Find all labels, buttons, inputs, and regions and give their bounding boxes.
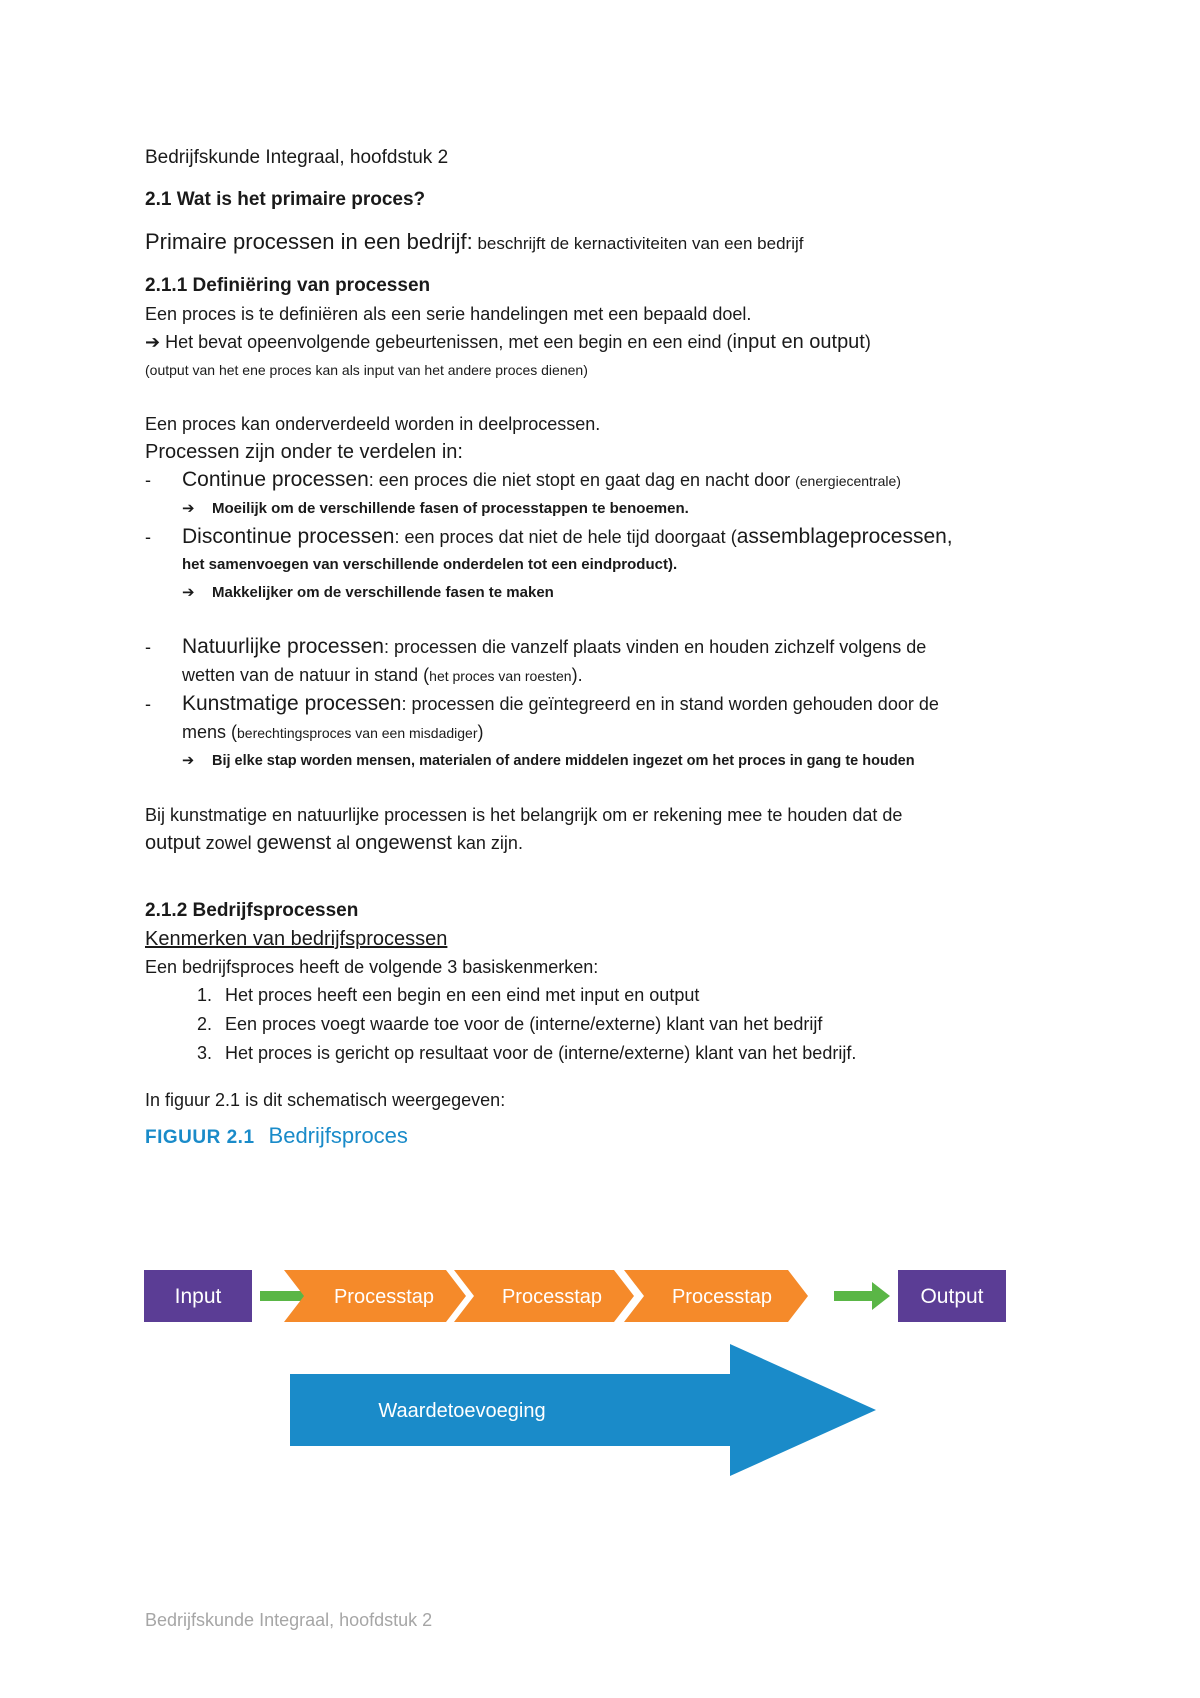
figure-number: FIGUUR 2.1 — [145, 1127, 255, 1148]
output-label: Output — [920, 1285, 984, 1308]
list-item: 2. Een proces voegt waarde toe voor de (interne/externe) klant van het bedrijf — [217, 1010, 1065, 1039]
figure-intro: In figuur 2.1 is dit schematisch weergegeven: — [145, 1090, 506, 1110]
continuation-artificial: mens (berechtingsproces van een misdadiger) — [182, 722, 484, 742]
arrow-icon: ➔ — [182, 500, 195, 517]
arrow-note-continue: ➔ Moeilijk om de verschillende fasen of processtappen te benoemen. — [145, 495, 1065, 523]
section-2-1-1-heading: 2.1.1 Definiëring van processen — [145, 275, 431, 296]
term-discontinue: Discontinue processen — [182, 525, 395, 548]
document-title: Bedrijfskunde Integraal, hoofdstuk 2 — [145, 147, 449, 168]
term-natural: Natuurlijke processen — [182, 635, 384, 658]
list-item-discontinue: - Discontinue processen: een proces dat niet de hele tijd doorgaat (assemblageprocessen, — [145, 525, 953, 548]
green-arrow-head — [872, 1282, 890, 1310]
section-2-1-heading: 2.1 Wat is het primaire proces? — [145, 189, 426, 210]
list-item-continue: - Continue processen: een proces die niet stopt en gaat dag en nacht door (energiecentrale) — [145, 468, 901, 491]
term-continue: Continue processen — [182, 468, 369, 491]
page-footer: Bedrijfskunde Integraal, hoofdstuk 2 — [145, 1610, 433, 1630]
figure-caption — [145, 1122, 1065, 1152]
lead-definition: Primaire processen in een bedrijf: beschrijft de kernactiviteiten van een bedrijf — [145, 229, 804, 254]
subdivision-line: Een proces kan onderverdeeld worden in deelprocessen. — [145, 414, 601, 434]
closing-line-1: Bij kunstmatige en natuurlijke processen is het belangrijk om er rekening mee te houden dat de — [145, 805, 903, 825]
note-line: (output van het ene proces kan als input van het andere proces dienen) — [145, 362, 588, 378]
lead-definition-text: beschrijft de kernactiviteiten van een bedrijf — [472, 234, 804, 253]
arrow-icon: ➔ — [145, 332, 161, 352]
process-step-label: Processtap — [671, 1286, 773, 1308]
figure-title: Bedrijfsproces — [268, 1123, 408, 1148]
characteristics-intro: Een bedrijfsproces heeft de volgende 3 basiskenmerken: — [145, 957, 599, 977]
process-step-label: Processtap — [333, 1286, 435, 1308]
arrow-note-discontinue: ➔ Makkelijker om de verschillende fasen te maken — [145, 579, 1065, 607]
characteristics-subheading: Kenmerken van bedrijfsprocessen — [145, 928, 448, 950]
continuation-natural: wetten van de natuur in stand (het proces van roesten). — [182, 665, 583, 685]
green-arrow-shaft — [260, 1291, 304, 1301]
green-arrow-shaft — [834, 1291, 876, 1301]
arrow-icon: ➔ — [182, 584, 195, 601]
emphasis-text: input en output — [732, 331, 865, 353]
arrow-note-artificial: ➔ Bij elke stap worden mensen, materialen of andere middelen ingezet om het proces in gang te houden — [145, 747, 1065, 775]
continuation-discontinue: het samenvoegen van verschillende onderdelen tot een eindproduct). — [182, 556, 678, 573]
input-label: Input — [174, 1285, 222, 1308]
list-item-artificial: - Kunstmatige processen: processen die geïntegreerd en in stand worden gehouden door de — [145, 692, 939, 715]
term-artificial: Kunstmatige processen — [182, 692, 402, 715]
document-page — [145, 140, 1065, 1152]
process-step-label: Processtap — [501, 1286, 603, 1308]
arrow-icon: ➔ — [182, 753, 195, 769]
lead-term: Primaire processen in een bedrijf — [145, 229, 467, 254]
list-item-natural: - Natuurlijke processen: processen die vanzelf plaats vinden en houden zichzelf volgens de — [145, 635, 927, 658]
list-item: 1. Het proces heeft een begin en een eind met input en output — [217, 981, 1065, 1010]
value-added-label: Waardetoevoeging — [378, 1400, 546, 1422]
characteristics-list — [145, 981, 1065, 1068]
business-process-diagram — [144, 1270, 1014, 1500]
arrow-statement: ➔ Het bevat opeenvolgende gebeurtenissen, met een begin en een eind (input en output) — [145, 331, 871, 353]
list-item: 3. Het proces is gericht op resultaat voor de (interne/externe) klant van het bedrijf. — [217, 1039, 1065, 1068]
definition-line: Een proces is te definiëren als een serie handelingen met een bepaald doel. — [145, 304, 752, 324]
divide-heading: Processen zijn onder te verdelen in: — [145, 441, 463, 463]
closing-line-2: output zowel gewenst al ongewenst kan zijn. — [145, 832, 523, 854]
section-2-1-2-heading: 2.1.2 Bedrijfsprocessen — [145, 900, 359, 921]
